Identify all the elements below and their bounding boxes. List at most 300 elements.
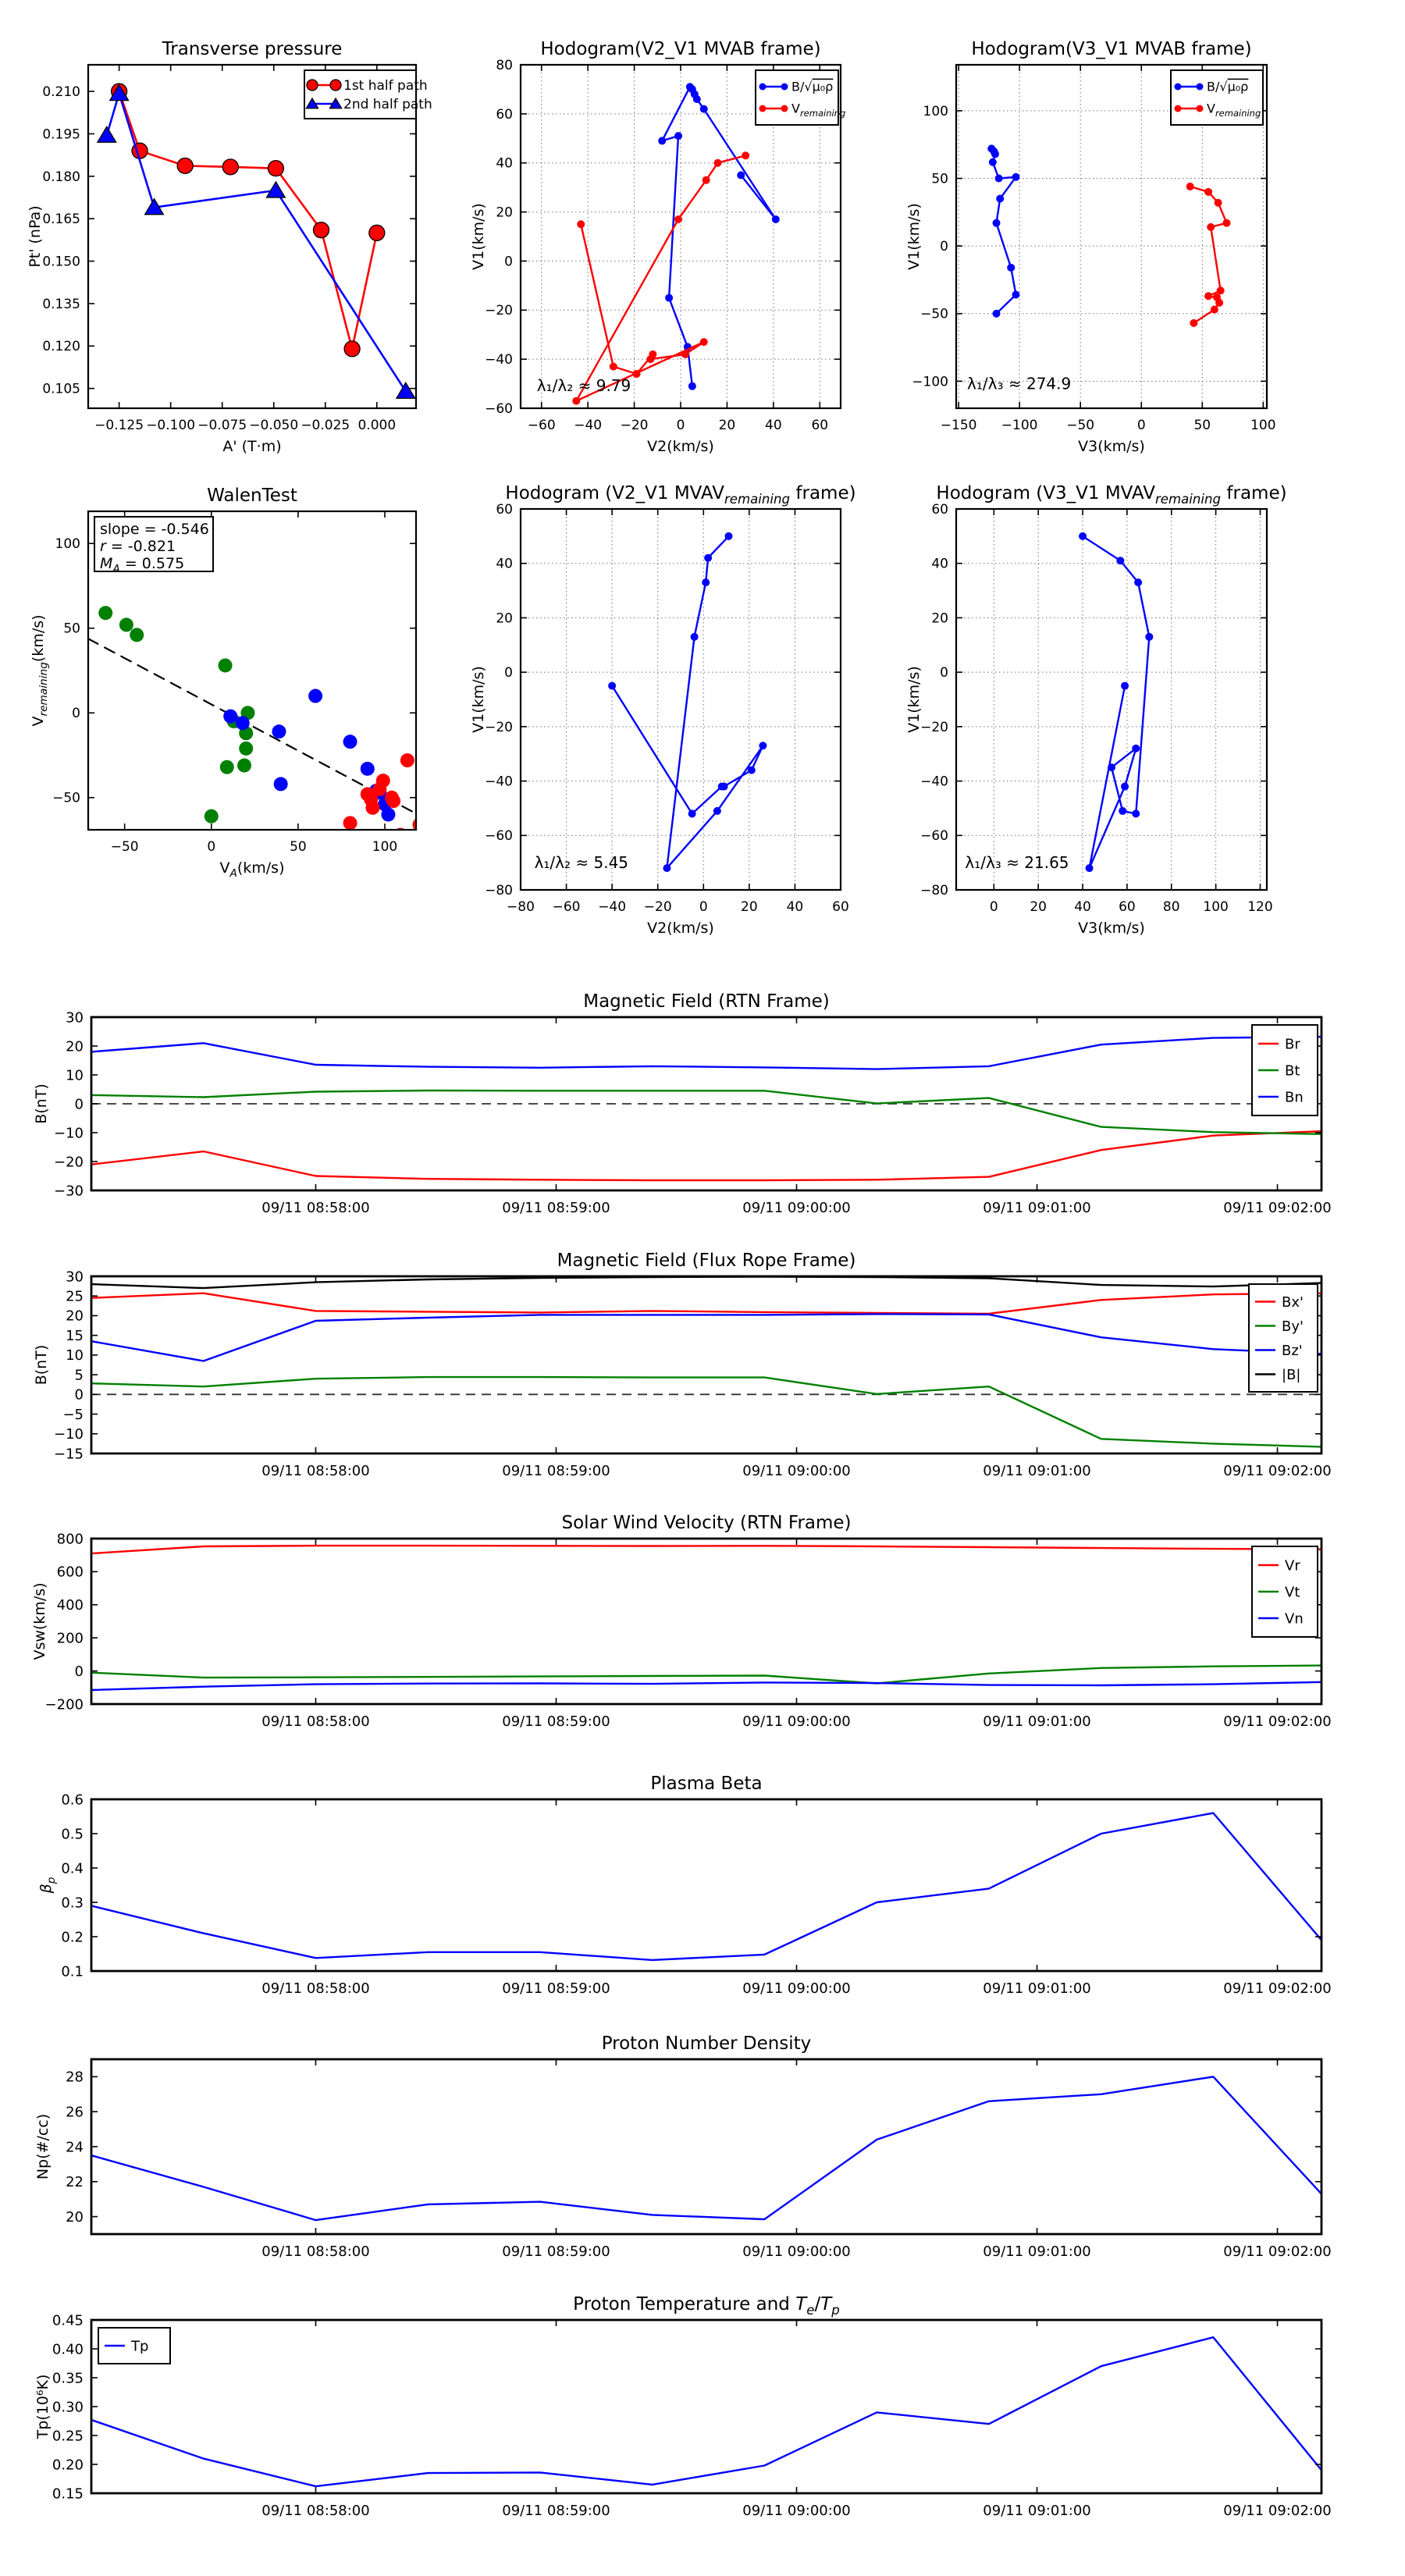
x-axis-label: V2(km/s) [647, 920, 714, 937]
x-tick-label: −20 [643, 899, 672, 915]
legend-label: Bx' [1282, 1293, 1304, 1311]
y-tick-label: 0 [74, 1096, 84, 1113]
y-tick-label: 0.6 [61, 1791, 84, 1809]
data-point-marker [681, 350, 689, 358]
panel-title: Plasma Beta [650, 1774, 763, 1794]
plot-area [956, 509, 1267, 890]
data-point-marker [1217, 286, 1225, 294]
x-tick-label: 09/11 09:01:00 [983, 1463, 1091, 1479]
panel-hodogram-v2v1-mvab [470, 39, 845, 455]
x-tick-label: −0.100 [146, 418, 196, 433]
y-tick-label: −15 [54, 1446, 84, 1463]
data-point-marker [1215, 199, 1222, 207]
y-tick-label: 0.40 [52, 2341, 84, 2358]
y-tick-label: −50 [52, 790, 80, 806]
legend-label: 1st half path [343, 77, 428, 94]
y-tick-label: 0 [940, 239, 948, 255]
y-tick-label: 25 [66, 1288, 84, 1305]
x-tick-label: 09/11 08:58:00 [261, 1463, 370, 1479]
y-axis-label: V1(km/s) [470, 203, 487, 270]
plot-area [521, 509, 841, 890]
data-point-marker [344, 341, 360, 357]
panel-magnetic-field-flux-rope [33, 1251, 1332, 1479]
y-axis-label: B(nT) [33, 1083, 50, 1124]
y-axis-label: V1(km/s) [905, 666, 923, 733]
y-tick-label: 60 [496, 106, 513, 123]
data-point-marker [702, 578, 710, 586]
x-axis-label: A' (T·m) [222, 438, 282, 455]
y-tick-label: 22 [66, 2174, 84, 2191]
x-tick-label: 09/11 08:59:00 [502, 1713, 610, 1730]
panel-title: Magnetic Field (RTN Frame) [583, 991, 830, 1012]
data-point-marker [1079, 532, 1087, 540]
y-tick-label: 0.45 [52, 2312, 84, 2329]
y-tick-label: 0.35 [52, 2370, 84, 2387]
data-point-marker [995, 175, 1003, 183]
x-tick-label: 09/11 09:02:00 [1223, 1463, 1332, 1479]
data-point-marker [239, 742, 253, 756]
y-tick-label: 600 [56, 1564, 84, 1581]
data-point-marker [996, 194, 1004, 202]
annotation: λ₁/λ₂ ≈ 9.79 [536, 376, 631, 395]
y-tick-label: −30 [54, 1183, 84, 1200]
x-tick-label: 0.000 [357, 418, 397, 433]
y-tick-label: −80 [920, 882, 948, 898]
legend-label: Br [1285, 1036, 1300, 1053]
panel-title: Hodogram(V3_V1 MVAB frame) [971, 39, 1252, 59]
y-tick-label: 0.25 [52, 2428, 84, 2445]
y-tick-label: 0 [504, 665, 513, 681]
data-point-marker [1197, 84, 1204, 91]
y-tick-label: 10 [66, 1347, 84, 1364]
plot-area [91, 1799, 1321, 1971]
legend-label: B/√μ₀ρ [791, 79, 834, 94]
y-tick-label: 0.1 [61, 1963, 84, 1980]
y-axis-label: Np(#/cc) [34, 2113, 52, 2180]
y-tick-label: 0.105 [42, 381, 80, 397]
data-point-marker [759, 105, 767, 112]
stats-line: r = -0.821 [100, 537, 176, 555]
data-point-marker [1204, 292, 1212, 300]
data-point-marker [268, 161, 283, 176]
plot-area [91, 1539, 1321, 1704]
y-tick-label: 24 [66, 2139, 84, 2156]
y-tick-label: −5 [62, 1406, 84, 1423]
data-point-marker [704, 554, 712, 562]
data-point-marker [688, 382, 696, 390]
legend-label: Vt [1285, 1584, 1300, 1601]
data-point-marker [1132, 745, 1140, 753]
panel-title: Proton Temperature and $T_e/T_p$ [573, 2294, 840, 2318]
data-point-marker [759, 84, 767, 91]
data-point-marker [1204, 188, 1212, 196]
panel-title: Hodogram (V3_V1 $MVAV_{remaining}$ frame) [936, 483, 1287, 507]
y-tick-label: −200 [44, 1696, 84, 1713]
data-point-marker [691, 633, 699, 641]
data-point-marker [1121, 682, 1129, 690]
data-point-marker [1207, 223, 1215, 231]
data-point-marker [1012, 290, 1019, 298]
panel-magnetic-field-rtn [33, 991, 1332, 1216]
data-point-marker [372, 782, 386, 796]
y-tick-label: −50 [920, 306, 948, 322]
x-tick-label: 20 [718, 418, 736, 433]
panel-title: WalenTest [207, 486, 297, 506]
x-tick-label: 09/11 09:02:00 [1223, 1713, 1332, 1730]
x-tick-label: 09/11 09:02:00 [1223, 2503, 1332, 2519]
x-tick-label: 100 [1203, 899, 1229, 915]
y-tick-label: 0 [940, 665, 948, 681]
x-tick-label: −0.075 [197, 418, 247, 433]
y-tick-label: 20 [66, 1038, 84, 1055]
y-axis-label: V1(km/s) [905, 203, 923, 270]
y-tick-label: 0.120 [42, 339, 80, 355]
data-point-marker [608, 682, 616, 690]
x-tick-label: −0.050 [249, 418, 299, 433]
x-axis-label: V3(km/s) [1078, 920, 1145, 937]
panel-walen-test [30, 486, 426, 880]
data-point-marker [572, 397, 580, 405]
y-tick-label: −80 [485, 882, 513, 898]
y-tick-label: 20 [496, 205, 513, 221]
x-tick-label: 0 [1136, 418, 1146, 433]
x-tick-label: 09/11 09:01:00 [983, 1980, 1091, 1997]
data-point-marker [1012, 173, 1019, 181]
x-tick-label: −0.125 [94, 418, 144, 433]
x-tick-label: −40 [574, 418, 603, 433]
y-tick-label: 40 [931, 556, 948, 572]
x-tick-label: 09/11 09:00:00 [742, 1980, 851, 1997]
data-point-marker [989, 158, 997, 166]
plot-area [91, 1276, 1321, 1453]
data-point-marker [688, 809, 696, 817]
y-tick-label: 30 [66, 1268, 84, 1286]
panel-hodogram-v3v1-mvav [905, 483, 1287, 937]
data-point-marker [369, 225, 385, 240]
data-point-marker [686, 83, 694, 91]
legend-label: Vn [1285, 1610, 1304, 1628]
y-tick-label: 0 [74, 1386, 84, 1404]
x-tick-label: 09/11 09:01:00 [983, 2243, 1091, 2260]
legend-label: $V_{remaining}$ [791, 101, 846, 119]
x-tick-label: 09/11 09:00:00 [742, 2503, 851, 2519]
x-tick-label: 40 [786, 899, 804, 915]
data-point-marker [1175, 105, 1182, 112]
y-axis-label: $\beta_p$ [37, 1877, 59, 1894]
data-point-marker [1215, 299, 1223, 307]
data-point-marker [343, 735, 357, 749]
y-tick-label: −100 [912, 374, 948, 390]
x-tick-label: 60 [832, 899, 849, 915]
x-tick-label: −50 [1066, 418, 1095, 433]
annotation: λ₁/λ₂ ≈ 5.45 [534, 853, 629, 873]
panel-hodogram-v3v1-mvab [905, 39, 1276, 455]
data-point-marker [718, 783, 726, 791]
data-point-marker [748, 767, 756, 774]
y-tick-label: 100 [923, 103, 948, 119]
data-point-marker [130, 628, 144, 642]
y-tick-label: 80 [496, 57, 513, 73]
panel-proton-temperature [34, 2294, 1332, 2519]
data-point-marker [737, 171, 745, 179]
data-point-marker [1186, 183, 1194, 190]
data-point-marker [220, 760, 234, 774]
data-point-marker [1190, 319, 1197, 327]
data-point-marker [1134, 578, 1142, 586]
x-axis-label: V3(km/s) [1078, 438, 1145, 455]
x-tick-label: 09/11 09:00:00 [742, 1463, 851, 1479]
x-tick-label: −100 [1001, 418, 1038, 433]
data-point-marker [330, 80, 341, 91]
y-tick-label: 0.30 [52, 2399, 84, 2416]
y-axis-label: B(nT) [33, 1344, 50, 1386]
data-point-marker [236, 716, 250, 730]
legend-label: Tp [131, 2338, 149, 2355]
panel-transverse-pressure [27, 39, 432, 455]
y-tick-label: 0.165 [42, 212, 80, 228]
annotation: λ₁/λ₃ ≈ 21.65 [965, 853, 1069, 873]
data-point-marker [343, 816, 357, 830]
data-point-marker [219, 658, 233, 672]
panel-proton-number-density [34, 2033, 1332, 2260]
data-point-marker [222, 159, 238, 175]
data-point-marker [385, 791, 399, 805]
legend-label: Bn [1285, 1089, 1304, 1106]
data-point-marker [177, 158, 193, 173]
x-tick-label: 40 [1074, 899, 1091, 915]
y-axis-label: $V_{remaining}(km/s)$ [30, 614, 51, 727]
y-tick-label: 0.180 [42, 169, 80, 185]
data-point-marker [742, 151, 749, 159]
panel-title: Hodogram (V2_V1 $MVAV_{remaining}$ frame) [505, 483, 856, 507]
x-axis-label: $V_A(km/s)$ [219, 859, 285, 881]
x-tick-label: 40 [765, 418, 782, 433]
x-tick-label: 20 [1030, 899, 1048, 915]
x-tick-label: 09/11 09:00:00 [742, 1200, 851, 1216]
data-point-marker [381, 807, 395, 821]
y-tick-label: −60 [920, 828, 948, 845]
data-point-marker [308, 689, 322, 703]
data-point-marker [1175, 84, 1182, 91]
panel-title: Proton Number Density [601, 2033, 812, 2054]
data-point-marker [781, 84, 788, 91]
data-point-marker [993, 310, 1001, 318]
y-tick-label: 0.4 [61, 1860, 84, 1877]
data-point-marker [700, 105, 708, 113]
x-tick-label: −150 [940, 418, 977, 433]
x-tick-label: 100 [1250, 418, 1276, 433]
y-tick-label: 20 [496, 610, 513, 627]
data-point-marker [714, 159, 722, 167]
legend-label: B/√μ₀ρ [1207, 79, 1249, 94]
data-point-marker [1132, 809, 1140, 817]
x-tick-label: 120 [1247, 899, 1273, 915]
y-axis-label: Tp(10⁶K) [34, 2374, 52, 2439]
x-tick-label: 09/11 09:02:00 [1223, 1200, 1332, 1216]
x-tick-label: −40 [598, 899, 627, 915]
y-tick-label: 60 [931, 501, 948, 518]
data-point-marker [1119, 807, 1126, 815]
y-tick-label: 0.20 [52, 2457, 84, 2474]
data-point-marker [577, 220, 585, 228]
y-tick-label: 0 [74, 1663, 84, 1680]
data-point-marker [665, 294, 673, 302]
data-point-marker [759, 742, 767, 749]
y-tick-label: 20 [931, 610, 948, 627]
legend-label: Vr [1285, 1557, 1300, 1574]
y-tick-label: −40 [485, 774, 513, 790]
y-tick-label: 20 [66, 2208, 84, 2226]
x-tick-label: 09/11 08:58:00 [261, 2243, 370, 2260]
y-tick-label: 100 [55, 536, 80, 553]
data-point-marker [1007, 264, 1015, 272]
x-tick-label: 09/11 08:58:00 [261, 1200, 370, 1216]
y-tick-label: −20 [54, 1154, 84, 1171]
data-point-marker [1145, 633, 1153, 641]
data-point-marker [700, 338, 708, 346]
legend-label: |B| [1282, 1366, 1301, 1383]
y-tick-label: 15 [66, 1327, 84, 1344]
panel-title: Hodogram(V2_V1 MVAB frame) [540, 39, 821, 59]
y-tick-label: 0 [72, 706, 80, 722]
data-point-marker [400, 753, 414, 767]
x-tick-label: 0 [989, 899, 998, 915]
panel-title: Transverse pressure [162, 39, 343, 59]
y-tick-label: 0.2 [61, 1929, 84, 1946]
legend-label: By' [1282, 1318, 1304, 1335]
y-tick-label: 0.195 [42, 126, 80, 143]
data-point-marker [307, 80, 318, 91]
legend-label: Bt [1285, 1062, 1300, 1080]
y-tick-label: 26 [66, 2104, 84, 2121]
data-point-marker [1116, 557, 1124, 564]
data-point-marker [674, 215, 682, 223]
x-tick-label: 09/11 08:59:00 [502, 1463, 610, 1479]
panel-solar-wind-velocity [31, 1513, 1332, 1730]
x-tick-label: −0.025 [301, 418, 350, 433]
data-point-marker [98, 606, 112, 620]
plot-area [91, 2320, 1321, 2493]
data-point-marker [781, 105, 788, 112]
legend-label: Bz' [1282, 1342, 1303, 1359]
y-tick-label: 0.135 [42, 296, 80, 312]
data-point-marker [313, 222, 329, 238]
data-point-marker [1197, 105, 1204, 112]
y-tick-label: 10 [66, 1067, 84, 1084]
y-tick-label: −20 [485, 303, 513, 319]
y-tick-label: 28 [66, 2069, 84, 2086]
x-tick-label: −60 [552, 899, 581, 915]
panel-title: Solar Wind Velocity (RTN Frame) [561, 1513, 852, 1533]
y-tick-label: 5 [74, 1367, 84, 1384]
x-tick-label: 09/11 08:58:00 [261, 2503, 370, 2519]
x-tick-label: 09/11 09:02:00 [1223, 1980, 1332, 1997]
y-tick-label: −60 [485, 828, 513, 845]
data-point-marker [237, 759, 251, 773]
data-point-marker [1086, 864, 1094, 872]
data-point-marker [272, 724, 286, 738]
y-tick-label: 800 [56, 1531, 84, 1548]
data-point-marker [610, 363, 617, 371]
y-tick-label: −40 [485, 352, 513, 368]
x-tick-label: −60 [527, 418, 556, 433]
stats-line: $M_A = 0.575$ [100, 554, 185, 575]
y-tick-label: 50 [931, 171, 948, 187]
x-tick-label: 09/11 08:59:00 [502, 1980, 610, 1997]
x-tick-label: 09/11 08:58:00 [261, 1713, 370, 1730]
x-tick-label: 20 [741, 899, 758, 915]
y-tick-label: −40 [920, 774, 948, 790]
x-tick-label: 0 [207, 839, 216, 855]
x-tick-label: 09/11 09:00:00 [742, 2243, 851, 2260]
data-point-marker [772, 215, 780, 223]
data-point-marker [274, 777, 288, 791]
x-axis-label: V2(km/s) [647, 438, 714, 455]
x-tick-label: 50 [1193, 418, 1211, 433]
x-tick-label: 50 [290, 839, 307, 855]
y-tick-label: −10 [54, 1426, 84, 1443]
y-tick-label: −10 [54, 1125, 84, 1142]
data-point-marker [1211, 306, 1218, 314]
x-tick-label: 09/11 09:01:00 [983, 1713, 1091, 1730]
y-tick-label: 0.3 [61, 1895, 84, 1912]
data-point-marker [1108, 763, 1115, 771]
x-tick-label: 100 [372, 839, 398, 855]
y-tick-label: 200 [56, 1630, 84, 1647]
data-point-marker [223, 710, 237, 724]
data-point-marker [361, 762, 375, 776]
panel-hodogram-v2v1-mvav [470, 483, 856, 937]
x-tick-label: −20 [620, 418, 649, 433]
x-tick-label: 0 [699, 899, 708, 915]
annotation: λ₁/λ₃ ≈ 274.9 [967, 374, 1072, 393]
stats-line: slope = -0.546 [100, 520, 209, 538]
y-tick-label: 20 [66, 1308, 84, 1325]
legend-label: 2nd half path [343, 96, 432, 112]
legend-label: $V_{remaining}$ [1207, 101, 1261, 119]
x-tick-label: 60 [811, 418, 829, 433]
y-tick-label: 40 [496, 155, 513, 172]
y-tick-label: −20 [485, 719, 513, 735]
data-point-marker [1121, 783, 1129, 791]
data-point-marker [1222, 219, 1230, 227]
x-tick-label: 09/11 09:01:00 [983, 2503, 1091, 2519]
data-point-marker [646, 355, 654, 363]
x-tick-label: 09/11 09:02:00 [1223, 2243, 1332, 2260]
x-tick-label: 0 [676, 418, 685, 433]
data-point-marker [205, 809, 219, 824]
data-point-marker [633, 370, 641, 378]
x-tick-label: −50 [110, 839, 139, 855]
x-tick-label: 09/11 08:59:00 [502, 2503, 610, 2519]
data-point-marker [993, 219, 1001, 227]
y-tick-label: 30 [66, 1009, 84, 1026]
x-tick-label: 09/11 09:00:00 [742, 1713, 851, 1730]
y-tick-label: −60 [485, 400, 513, 417]
y-tick-label: 50 [63, 621, 80, 637]
y-tick-label: 0.150 [42, 254, 80, 270]
y-tick-label: 40 [496, 556, 513, 572]
data-point-marker [119, 617, 133, 632]
x-tick-label: 09/11 08:59:00 [502, 1200, 610, 1216]
x-tick-label: 60 [1119, 899, 1136, 915]
y-tick-label: 400 [56, 1597, 84, 1614]
y-tick-label: −20 [920, 719, 948, 735]
data-point-marker [702, 176, 710, 184]
y-tick-label: 0.15 [52, 2485, 84, 2503]
y-tick-label: 0.210 [42, 84, 80, 101]
x-tick-label: −80 [507, 899, 535, 915]
